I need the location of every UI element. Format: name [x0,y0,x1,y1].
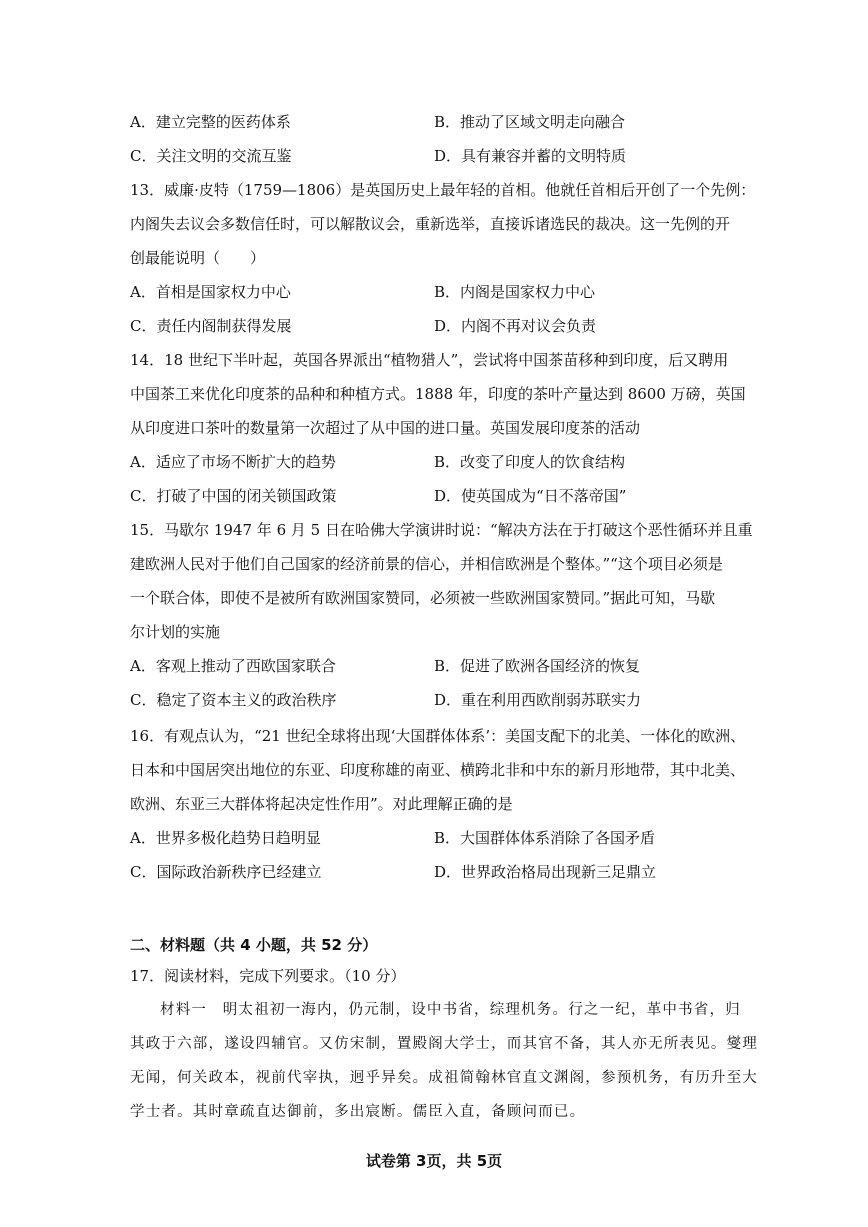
q16-stem-line-2: 日本和中国居突出地位的东亚、印度称雄的南亚、横跨北非和中东的新月形地带，其中北美、 [130,761,746,779]
q17-material-line-2: 其政于六部，遂设四辅官。又仿宋制，置殿阁大学士，而其官不备，其人亦无所表见。燮理 [130,1036,758,1052]
q16-option-b: B．大国群体体系消除了各国矛盾 [434,829,656,847]
q15-stem-line-2: 建欧洲人民对于他们自己国家的经济前景的信心，并相信欧洲是个整体。”“这个项目必须是 [130,555,723,573]
q16-stem-line-3: 欧洲、东亚三大群体将起决定性作用”。对此理解正确的是 [130,795,513,813]
section-heading: 二、材料题（共 4 小题，共 52 分） [130,936,378,954]
q14-stem-line-3: 从印度进口茶叶的数量第一次超过了从中国的进口量。英国发展印度茶的活动 [130,419,641,437]
q15-stem-line-1: 15．马歇尔 1947 年 6 月 5 日在哈佛大学演讲时说：“解决方法在于打破这个恶性循环并且重 [130,521,753,539]
q14-option-c: C．打破了中国的闭关锁国政策 [130,487,337,505]
q13-stem-line-1: 13．威廉·皮特（1759—1806）是英国历史上最年轻的首相。他就任首相后开创了一个先例： [130,181,756,199]
q12-option-b: B．推动了区域文明走向融合 [434,113,626,131]
q14-stem-line-1: 14．18 世纪下半叶起，英国各界派出“植物猎人”，尝试将中国茶苗移种到印度，后又聘用 [130,351,729,369]
q14-option-b: B．改变了印度人的饮食结构 [434,453,626,471]
page-number-footer: 试卷第 3页，共 5页 [365,1152,503,1170]
q14-option-d: D．使英国成为“日不落帝国” [434,487,627,505]
q14-option-a: A．适应了市场不断扩大的趋势 [130,453,336,471]
q15-option-c: C．稳定了资本主义的政治秩序 [130,691,337,709]
q16-option-a: A．世界多极化趋势日趋明显 [130,829,321,847]
q13-stem-line-3: 创最能说明（ ） [130,249,266,267]
q13-stem-line-2: 内阁失去议会多数信任时，可以解散议会，重新选举，直接诉诸选民的裁决。这一先例的开 [130,215,731,233]
q15-option-b: B．促进了欧洲各国经济的恢复 [434,657,641,675]
q13-option-c: C．责任内阁制获得发展 [130,317,292,335]
q16-option-d: D．世界政治格局出现新三足鼎立 [434,863,657,881]
q15-stem-line-3: 一个联合体，即使不是被所有欧洲国家赞同，必须被一些欧洲国家赞同。”据此可知，马歇 [130,589,716,607]
q12-option-a: A．建立完整的医药体系 [130,113,291,131]
q17-material-line-3: 无闻，何关政本，视前代宰执，迥乎异矣。成祖简翰林官直文渊阁，参预机务，有历升至大 [130,1070,758,1086]
q15-option-d: D．重在利用西欧削弱苏联实力 [434,691,642,709]
q17-stem: 17．阅读材料，完成下列要求。（10 分） [130,967,406,985]
q16-stem-line-1: 16．有观点认为，“21 世纪全球将出现‘大国群体体系’：美国支配下的北美、一体化的欧洲、 [130,727,746,745]
q14-stem-line-2: 中国茶工来优化印度茶的品种和种植方式。1888 年，印度的茶叶产量达到 8600 万磅，英国 [130,385,746,403]
q13-option-b: B．内阁是国家权力中心 [434,283,596,301]
q15-stem-line-4: 尔计划的实施 [130,623,221,641]
q16-option-c: C．国际政治新秩序已经建立 [130,863,322,881]
q13-option-a: A．首相是国家权力中心 [130,283,291,301]
q15-option-a: A．客观上推动了西欧国家联合 [130,657,336,675]
q12-option-c: C．关注文明的交流互鉴 [130,147,292,165]
q12-option-d: D．具有兼容并蓄的文明特质 [434,147,627,165]
q13-option-d: D．内阁不再对议会负责 [434,317,597,335]
q17-material-line-4: 学士者。其时章疏直达御前，多出宸断。儒臣入直，备顾问而已。 [130,1104,586,1120]
q17-material-line-1: 材料一 明太祖初一海内，仍元制，设中书省，综理机务。行之一纪，革中书省，归 [160,1002,741,1018]
